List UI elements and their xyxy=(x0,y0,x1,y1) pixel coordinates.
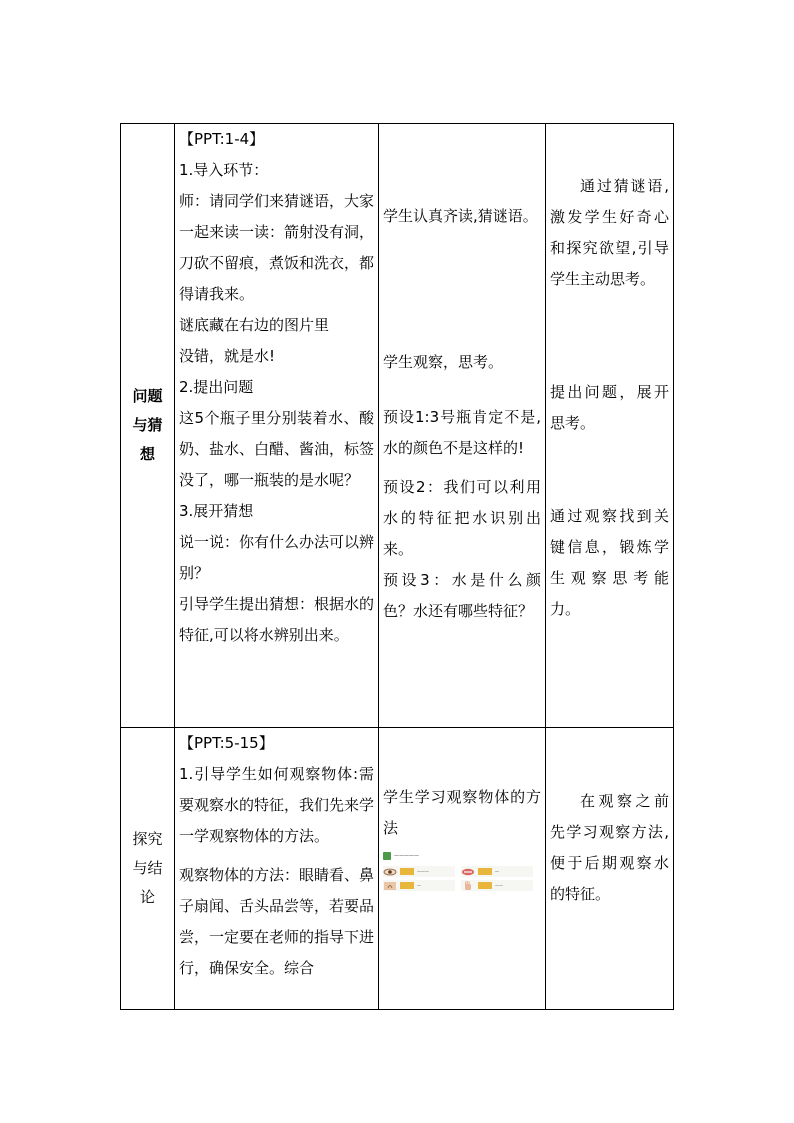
thumbnail-grid xyxy=(383,866,533,891)
stage-label-line: 探究 xyxy=(132,830,163,848)
student-text: 学生认真齐读,猜谜语。 xyxy=(383,207,538,225)
stage-cell xyxy=(121,728,175,1010)
table-row xyxy=(121,728,674,1010)
procedure-cell xyxy=(175,728,379,1010)
procedure-text: 这5个瓶子里分别装着水、酸奶、盐水、白醋、酱油，标签没了，哪一瓶装的是水呢？ xyxy=(179,409,375,489)
procedure-text: 观察物体的方法：眼睛看、鼻子扇闻、舌头品尝等，若要品尝，一定要在老师的指导下进行，确保安全。综合 xyxy=(179,866,375,977)
thumbnail-item xyxy=(383,866,455,877)
nose-image-icon xyxy=(383,881,397,891)
procedure-heading: 3.展开猜想 xyxy=(179,502,254,520)
thumbnail-text-illegible: — xyxy=(417,882,421,888)
thumbnail-text-illegible: —— xyxy=(495,882,503,888)
intent-text: 通过猜谜语,激发学生好奇心和探究欲望,引导学生主动思考。 xyxy=(550,177,669,288)
procedure-heading: 2.提出问题 xyxy=(179,378,254,396)
thumbnail-item xyxy=(383,880,455,891)
stage-label-line: 想 xyxy=(139,445,155,463)
procedure-text: 说一说：你有什么办法可以辨别？ xyxy=(179,533,375,582)
student-text: 学生学习观察物体的方法 xyxy=(383,788,541,837)
student-activity-cell xyxy=(379,124,546,728)
student-activity-cell xyxy=(379,728,546,1010)
slide-thumbnail xyxy=(383,850,533,896)
design-intent-cell xyxy=(546,124,674,728)
label-tag-icon xyxy=(478,868,492,875)
procedure-text: 谜底藏在右边的图片里 xyxy=(179,316,330,334)
thumbnail-text-illegible: ——— xyxy=(417,868,429,874)
procedure-heading: 1.导入环节： xyxy=(179,161,269,179)
student-text: 预设3：水是什么颜色？水还有哪些特征？ xyxy=(383,571,541,620)
thumbnail-item xyxy=(461,880,533,891)
eye-image-icon xyxy=(383,867,397,877)
ppt-range: 【PPT:5-15】 xyxy=(179,734,274,752)
procedure-cell xyxy=(175,124,379,728)
student-text: 学生观察，思考。 xyxy=(383,353,504,371)
label-tag-icon xyxy=(400,882,414,889)
procedure-text: 引导学生提出猜想：根据水的特征,可以将水辨别出来。 xyxy=(179,595,375,644)
intent-text: 通过观察找到关键信息，锻炼学生观察思考能力。 xyxy=(550,507,669,618)
badge-icon xyxy=(383,852,391,860)
stage-label-line: 论 xyxy=(139,888,155,906)
intent-text: 提出问题，展开思考。 xyxy=(550,383,669,432)
intent-text: 在观察之前先学习观察方法,便于后期观察水的特征。 xyxy=(550,792,669,903)
thumbnail-header xyxy=(383,850,533,862)
stage-label-line: 问题 xyxy=(132,387,163,405)
stage-label-line: 与结 xyxy=(132,859,163,877)
design-intent-cell xyxy=(546,728,674,1010)
student-text: 预设1:3号瓶肯定不是,水的颜色不是这样的! xyxy=(383,408,541,457)
stage-cell xyxy=(121,124,175,728)
ppt-range: 【PPT:1-4】 xyxy=(179,130,265,148)
table-row xyxy=(121,124,674,728)
label-tag-icon xyxy=(478,882,492,889)
procedure-text: 1.引导学生如何观察物体:需要观察水的特征，我们先来学一学观察物体的方法。 xyxy=(179,765,375,845)
label-tag-icon xyxy=(400,868,414,875)
student-text: 预设2：我们可以利用水的特征把水识别出来。 xyxy=(383,478,541,558)
thumbnail-caption-illegible: ————— xyxy=(394,853,419,859)
mouth-image-icon xyxy=(461,867,475,877)
thumbnail-text-illegible: — xyxy=(495,868,499,874)
stage-label-line: 与猜 xyxy=(132,416,163,434)
procedure-text: 师：请同学们来猜谜语，大家一起来读一读：箭射没有洞，刀砍不留痕，煮饭和洗衣，都得请我来。 xyxy=(179,192,375,303)
hand-image-icon xyxy=(461,881,475,891)
lesson-plan-table xyxy=(120,123,674,1010)
procedure-text: 没错，就是水! xyxy=(179,347,276,365)
thumbnail-item xyxy=(461,866,533,877)
